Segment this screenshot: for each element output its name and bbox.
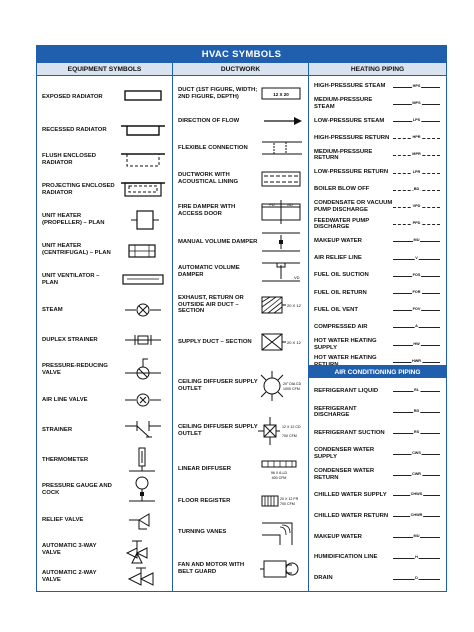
pipe-abbreviation: RD xyxy=(413,409,420,414)
heating-label: FEEDWATER PUMP DISCHARGE xyxy=(314,217,370,231)
duct-size-icon xyxy=(258,79,308,109)
pipe-line-icon xyxy=(393,554,440,559)
pipe-line-icon xyxy=(393,117,440,122)
heating-header: HEATING PIPING xyxy=(309,63,446,76)
pipe-line-icon xyxy=(393,575,440,580)
thermometer-icon xyxy=(115,445,171,475)
svg-text:1000 CFM: 1000 CFM xyxy=(283,387,300,391)
equipment-row xyxy=(37,79,172,115)
ductwork-label: DIRECTION OF FLOW xyxy=(178,117,240,124)
ac-label: DRAIN xyxy=(314,575,333,582)
pipe-line-icon xyxy=(393,388,440,393)
equipment-label: STRAINER xyxy=(42,426,73,433)
svg-text:12 X 20: 12 X 20 xyxy=(273,92,289,97)
exhaust-duct-section-icon xyxy=(258,287,308,323)
ac-row xyxy=(309,527,446,548)
pipe-line-icon xyxy=(393,169,440,174)
acoustical-lining-icon xyxy=(258,163,308,195)
heating-row xyxy=(309,130,446,147)
pipe-line-icon xyxy=(393,255,440,260)
unit-heater-centrifugal-icon xyxy=(115,235,171,265)
svg-text:20 X 12 FR: 20 X 12 FR xyxy=(280,497,299,501)
ductwork-header: DUCTWORK xyxy=(173,63,308,76)
heating-row xyxy=(309,336,446,353)
ac-row xyxy=(309,506,446,527)
ductwork-row xyxy=(173,451,308,487)
manual-damper-icon xyxy=(258,227,308,257)
equipment-row xyxy=(37,385,172,415)
pipe-abbreviation: FOS xyxy=(412,272,421,277)
pipe-abbreviation: FOV xyxy=(412,307,421,312)
ductwork-row xyxy=(173,549,308,589)
heating-row xyxy=(309,302,446,319)
pipe-line-icon xyxy=(393,513,440,518)
ductwork-label: MANUAL VOLUME DAMPER xyxy=(178,238,258,245)
equipment-label: RECESSED RADIATOR xyxy=(42,126,107,133)
ac-label: REFRIGERANT LIQUID xyxy=(314,388,379,395)
pipe-abbreviation: MU xyxy=(413,238,420,243)
exposed-radiator-icon xyxy=(115,79,171,115)
ac-label: REFRIGERANT DISCHARGE xyxy=(314,405,357,419)
ac-label: CHILLED WATER RETURN xyxy=(314,512,389,519)
pipe-line-icon xyxy=(393,492,440,497)
ac-label: CONDENSER WATER RETURN xyxy=(314,467,375,481)
pipe-line-icon xyxy=(393,83,440,88)
svg-text:20 X 12: 20 X 12 xyxy=(287,303,301,308)
fire-damper-icon xyxy=(258,195,308,227)
pipe-abbreviation: CWR xyxy=(411,471,422,476)
ductwork-row xyxy=(173,411,308,451)
heating-row xyxy=(309,95,446,112)
flush-radiator-icon xyxy=(115,145,171,175)
automatic-damper-icon xyxy=(258,257,308,287)
equipment-row xyxy=(37,445,172,475)
ductwork-row xyxy=(173,79,308,109)
heating-row xyxy=(309,233,446,250)
ductwork-label: FIRE DAMPER WITH ACCESS DOOR xyxy=(178,204,236,217)
ac-row xyxy=(309,547,446,568)
recessed-radiator-icon xyxy=(115,115,171,145)
fan-motor-belt-guard-icon xyxy=(258,549,308,589)
heating-row xyxy=(309,284,446,301)
equipment-header: EQUIPMENT SYMBOLS xyxy=(37,63,172,76)
heating-row xyxy=(309,181,446,198)
heating-label: LOW-PRESSURE RETURN xyxy=(314,169,389,176)
heating-row xyxy=(309,147,446,164)
ductwork-row xyxy=(173,487,308,515)
projecting-radiator-icon xyxy=(115,175,171,205)
pipe-abbreviation: HPS xyxy=(412,83,421,88)
heating-row xyxy=(309,319,446,336)
heating-label: BOILER BLOW OFF xyxy=(314,186,370,193)
equipment-label: UNIT HEATER (PROPELLER) – PLAN xyxy=(42,213,105,226)
ac-label: HUMIDIFICATION LINE xyxy=(314,554,378,561)
pipe-line-icon xyxy=(393,471,440,476)
svg-text:20" DIA CD: 20" DIA CD xyxy=(283,382,302,386)
equipment-row xyxy=(37,145,172,175)
ductwork-row xyxy=(173,257,308,287)
equipment-column xyxy=(37,63,173,591)
ductwork-label: FLEXIBLE CONNECTION xyxy=(178,144,248,151)
svg-text:VD: VD xyxy=(294,275,300,280)
pipe-abbreviation: BD xyxy=(413,186,420,191)
relief-valve-icon xyxy=(115,505,171,535)
ceiling-diffuser-square-icon xyxy=(258,411,308,451)
ductwork-label: TURNING VANES xyxy=(178,528,227,535)
pipe-line-icon xyxy=(393,186,440,191)
pipe-line-icon xyxy=(393,533,440,538)
pipe-abbreviation: PPD xyxy=(412,221,421,226)
ceiling-diffuser-round-icon xyxy=(258,361,308,411)
equipment-row xyxy=(37,265,172,295)
svg-text:96 X 6-LD: 96 X 6-LD xyxy=(270,471,288,475)
air-line-valve-icon xyxy=(115,385,171,415)
pipe-abbreviation: MU xyxy=(413,533,420,538)
pipe-line-icon xyxy=(393,221,440,226)
strainer-icon xyxy=(115,415,171,445)
steam-valve-icon xyxy=(115,295,171,325)
pipe-abbreviation: CHWR xyxy=(410,513,423,518)
equipment-label: UNIT HEATER (CENTRIFUGAL) – PLAN xyxy=(42,243,111,256)
equipment-label: UNIT VENTILATOR – PLAN xyxy=(42,273,100,286)
ductwork-row xyxy=(173,287,308,323)
pressure-reducing-valve-icon xyxy=(115,355,171,385)
heating-label: HIGH-PRESSURE STEAM xyxy=(314,83,386,90)
pipe-abbreviation: RS xyxy=(413,429,420,434)
ductwork-row xyxy=(173,515,308,549)
ductwork-label: LINEAR DIFFUSER xyxy=(178,465,232,472)
pipe-line-icon xyxy=(393,358,440,363)
heating-row xyxy=(309,267,446,284)
heating-label: MEDIUM-PRESSURE RETURN xyxy=(314,148,373,162)
equipment-row xyxy=(37,325,172,355)
ductwork-row xyxy=(173,227,308,257)
pipe-line-icon xyxy=(393,324,440,329)
ductwork-row xyxy=(173,133,308,163)
automatic-2-way-valve-icon xyxy=(115,565,171,589)
equipment-label: EXPOSED RADIATOR xyxy=(42,93,103,100)
pipe-abbreviation: CHWS xyxy=(410,492,423,497)
ductwork-row xyxy=(173,361,308,411)
equipment-label: AIR LINE VALVE xyxy=(42,396,88,403)
pipe-line-icon xyxy=(393,429,440,434)
pipe-abbreviation: FOR xyxy=(412,289,421,294)
ductwork-row xyxy=(173,195,308,227)
heating-label: COMPRESSED AIR xyxy=(314,324,368,331)
equipment-label: PRESSURE-REDUCING VALVE xyxy=(42,363,108,376)
hvac-symbol-sheet xyxy=(36,45,447,592)
ac-row xyxy=(309,381,446,402)
pipe-line-icon xyxy=(393,203,440,208)
equipment-row xyxy=(37,355,172,385)
unit-ventilator-icon xyxy=(115,265,171,295)
pipe-line-icon xyxy=(393,289,440,294)
pipe-abbreviation: MPR xyxy=(412,152,421,157)
equipment-label: STEAM xyxy=(42,306,63,313)
pipe-abbreviation: HPR xyxy=(412,135,421,140)
pipe-line-icon xyxy=(393,409,440,414)
heating-label: FUEL OIL VENT xyxy=(314,306,358,313)
ac-row xyxy=(309,423,446,444)
heating-label: MEDIUM-PRESSURE STEAM xyxy=(314,97,373,110)
svg-text:700 CFM: 700 CFM xyxy=(280,502,295,506)
pressure-gauge-icon xyxy=(115,475,171,505)
ac-row xyxy=(309,464,446,485)
heating-label: HOT WATER HEATING xyxy=(314,355,377,362)
heating-row xyxy=(309,250,446,267)
pipe-abbreviation: HW xyxy=(413,341,420,346)
ductwork-label: AUTOMATIC VOLUME DAMPER xyxy=(178,265,240,278)
svg-text:20 X 12: 20 X 12 xyxy=(287,340,301,345)
ductwork-label: EXHAUST, RETURN OR OUTSIDE AIR DUCT – SECTION xyxy=(178,295,244,315)
ductwork-row xyxy=(173,109,308,133)
heating-label: MAKEUP WATER xyxy=(314,238,362,245)
svg-text:700 CFM: 700 CFM xyxy=(282,434,297,438)
ac-label: MAKEUP WATER xyxy=(314,533,362,540)
pipe-line-icon xyxy=(393,272,440,277)
heating-row xyxy=(309,198,446,215)
floor-register-icon xyxy=(258,487,308,515)
equipment-row xyxy=(37,235,172,265)
heating-label: HIGH-PRESSURE RETURN xyxy=(314,134,390,141)
unit-heater-propeller-icon xyxy=(115,205,171,235)
turning-vanes-icon xyxy=(258,515,308,549)
pipe-line-icon xyxy=(393,307,440,312)
pipe-abbreviation: VPD xyxy=(412,203,421,208)
equipment-label: AUTOMATIC 2-WAY VALVE xyxy=(42,570,97,583)
linear-diffuser-icon xyxy=(258,451,308,487)
heating-label: CONDENSATE OR VACUUM PUMP DISCHARGE xyxy=(314,200,393,213)
equipment-row xyxy=(37,535,172,565)
duplex-strainer-icon xyxy=(115,325,171,355)
ac-row xyxy=(309,485,446,506)
equipment-label: FLUSH ENCLOSED RADIATOR xyxy=(42,153,96,166)
pipe-line-icon xyxy=(393,450,440,455)
svg-text:400 CFM: 400 CFM xyxy=(271,476,287,480)
heating-row xyxy=(309,164,446,181)
pipe-abbreviation: MPS xyxy=(412,100,421,105)
ductwork-label: CEILING DIFFUSER SUPPLY OUTLET xyxy=(178,379,258,392)
sheet-title: HVAC SYMBOLS xyxy=(37,46,446,63)
ductwork-label: CEILING DIFFUSER SUPPLY OUTLET xyxy=(178,424,258,437)
ac-row xyxy=(309,568,446,589)
heating-row xyxy=(309,216,446,233)
ductwork-label: FAN AND MOTOR WITH BELT GUARD xyxy=(178,562,245,575)
flow-arrow-icon xyxy=(258,109,308,133)
pipe-abbreviation: LPS xyxy=(412,117,421,122)
ductwork-label: SUPPLY DUCT – SECTION xyxy=(178,338,252,345)
equipment-row xyxy=(37,565,172,589)
heating-label: AIR RELIEF LINE xyxy=(314,255,362,262)
ac-label: CHILLED WATER SUPPLY xyxy=(314,492,387,499)
equipment-row xyxy=(37,415,172,445)
ductwork-label: DUCT (1ST FIGURE, WIDTH; 2ND FIGURE, DEPTH) xyxy=(178,87,258,100)
equipment-row xyxy=(37,475,172,505)
equipment-row xyxy=(37,205,172,235)
ductwork-column xyxy=(173,63,309,591)
ac-header: AIR CONDITIONING PIPING xyxy=(309,365,446,378)
supply-duct-section-icon xyxy=(258,323,308,361)
ac-row xyxy=(309,402,446,423)
heating-label: FUEL OIL SUCTION xyxy=(314,272,369,279)
equipment-row xyxy=(37,295,172,325)
ductwork-row xyxy=(173,323,308,361)
equipment-row xyxy=(37,115,172,145)
heating-label: HOT WATER HEATING SUPPLY xyxy=(314,338,377,351)
ac-label: CONDENSER WATER SUPPLY xyxy=(314,447,375,460)
pipe-line-icon xyxy=(393,238,440,243)
automatic-3-way-valve-icon xyxy=(115,535,171,565)
equipment-label: DUPLEX STRAINER xyxy=(42,336,98,343)
pipe-line-icon xyxy=(393,100,440,105)
svg-text:12 X 12 CD: 12 X 12 CD xyxy=(282,425,301,429)
equipment-label: THERMOMETER xyxy=(42,456,89,463)
ductwork-label: FLOOR REGISTER xyxy=(178,497,231,504)
pipe-line-icon xyxy=(393,135,440,140)
pipe-line-icon xyxy=(393,341,440,346)
ductwork-row xyxy=(173,163,308,195)
pipe-line-icon xyxy=(393,152,440,157)
pipe-abbreviation: H xyxy=(415,554,418,559)
piping-column xyxy=(309,63,446,591)
heating-row xyxy=(309,112,446,129)
pipe-abbreviation: HWR xyxy=(411,358,422,363)
equipment-row xyxy=(37,175,172,205)
pipe-abbreviation: A xyxy=(415,324,418,329)
pipe-abbreviation: LPR xyxy=(412,169,421,174)
pipe-abbreviation: D xyxy=(415,575,418,580)
equipment-label: PRESSURE GAUGE AND COCK xyxy=(42,483,112,496)
heating-row xyxy=(309,78,446,95)
ac-section xyxy=(309,365,446,378)
ductwork-label: DUCTWORK WITH ACOUSTICAL LINING xyxy=(178,172,239,185)
pipe-abbreviation: CWS xyxy=(412,450,421,455)
ac-row xyxy=(309,443,446,464)
pipe-abbreviation: RL xyxy=(413,388,420,393)
flexible-connection-icon xyxy=(258,133,308,163)
pipe-abbreviation: V xyxy=(415,255,418,260)
svg-text:AD: AD xyxy=(287,202,293,207)
equipment-label: RELIEF VALVE xyxy=(42,516,84,523)
svg-text:FD: FD xyxy=(269,202,275,207)
equipment-row xyxy=(37,505,172,535)
equipment-label: AUTOMATIC 3-WAY VALVE xyxy=(42,543,97,556)
heating-label: LOW-PRESSURE STEAM xyxy=(314,117,385,124)
ac-label: REFRIGERANT SUCTION xyxy=(314,429,385,436)
heating-label: FUEL OIL RETURN xyxy=(314,289,367,296)
equipment-label: PROJECTING ENCLOSED RADIATOR xyxy=(42,183,115,196)
